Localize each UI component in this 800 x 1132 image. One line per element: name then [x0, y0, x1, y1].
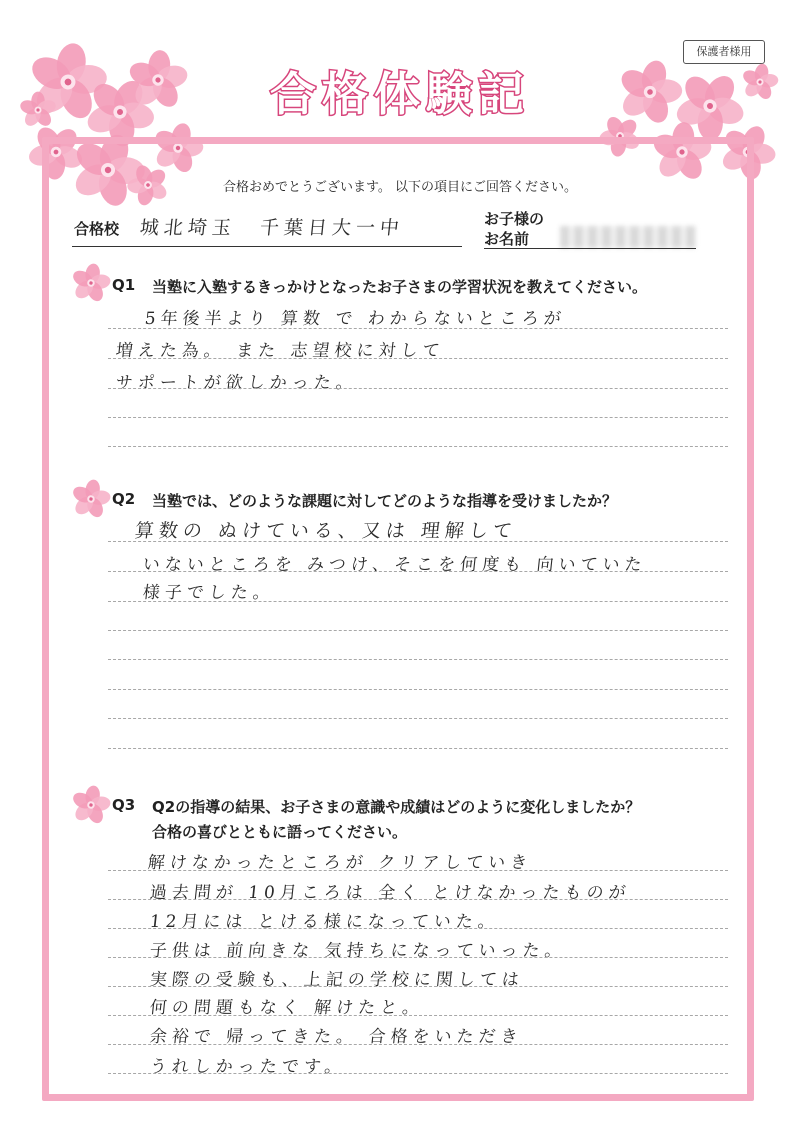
q3-rule [108, 986, 728, 987]
q2-answer-line2: いないところを みつけ、そこを何度も 向いていた [141, 555, 648, 575]
q2-number: Q2 [112, 490, 136, 508]
redacted-child-name [560, 226, 696, 248]
school-underline [72, 246, 462, 247]
child-name-underline [484, 248, 696, 249]
q2-answer-line1: 算数の ぬけている、又は 理解して [133, 520, 519, 542]
q1-number: Q1 [112, 276, 136, 294]
q1-answer-line1: 5年後半より 算数 で わからないところが [143, 309, 567, 329]
q3-rule [108, 1073, 728, 1074]
q1-rule [108, 358, 728, 359]
q3-rule [108, 928, 728, 929]
q2-rule [108, 718, 728, 719]
q3-answer-line2: 過去問が 10月ころは 全く とけなかったものが [148, 883, 632, 903]
q1-rule [108, 446, 728, 447]
q1-rule [108, 417, 728, 418]
page-title: 合格体験記 [270, 67, 530, 121]
q3-answer-line1: 解けなかったところが クリアしていき [146, 853, 534, 873]
q2-rule [108, 630, 728, 631]
child-name-label-line2: お名前 [484, 230, 530, 248]
q3-answer-line5: 実際の受験も、上記の学校に関しては [148, 970, 525, 990]
q3-blossom-icon [70, 784, 112, 826]
q2-question: 当塾では、どのような課題に対してどのような指導を受けましたか？ [152, 492, 618, 510]
q1-rule [108, 388, 728, 389]
q3-rule [108, 899, 728, 900]
intro-text: 合格おめでとうございます。 以下の項目にご回答ください。 [222, 180, 578, 195]
q3-number: Q3 [112, 796, 136, 814]
q3-rule [108, 1044, 728, 1045]
q2-rule [108, 659, 728, 660]
q3-answer-line3: 12月には とける様になっていた。 [148, 912, 501, 932]
q2-blossom-icon [70, 478, 112, 520]
q1-question: 当塾に入塾するきっかけとなったお子さまの学習状況を教えてください。 [152, 278, 648, 296]
q2-rule [108, 748, 728, 749]
q3-rule [108, 957, 728, 958]
q3-answer-line8: うれしかったです。 [148, 1057, 348, 1077]
q3-answer-line6: 何の問題もなく 解けたと。 [148, 998, 426, 1018]
parent-use-badge: 保護者様用 [683, 40, 765, 64]
q2-rule [108, 689, 728, 690]
school-label: 合格校 [74, 220, 120, 238]
q3-question-line2: 合格の喜びとともに語ってください。 [152, 823, 408, 841]
q3-answer-line4: 子供は 前向きな 気持ちになっていった。 [148, 941, 568, 961]
q2-rule [108, 601, 728, 602]
q1-blossom-icon [70, 262, 112, 304]
q1-rule [108, 328, 728, 329]
q2-answer-line3: 様子でした。 [141, 583, 276, 603]
q1-answer-line3: サポートが欲しかった。 [114, 373, 359, 393]
q2-rule [108, 571, 728, 572]
q3-answer-line7: 余裕で 帰ってきた。 合格をいただき [148, 1027, 524, 1047]
q3-question-line1: Q2の指導の結果、お子さまの意識や成績はどのように変化しましたか？ [152, 798, 641, 816]
q2-rule [108, 541, 728, 542]
school-value: 城北埼玉 千葉日大一中 [138, 217, 406, 239]
q3-rule [108, 1015, 728, 1016]
child-name-label-line1: お子様の [484, 210, 545, 228]
q1-answer-line2: 増えた為。 また 志望校に対して [114, 341, 446, 361]
q3-rule [108, 870, 728, 871]
